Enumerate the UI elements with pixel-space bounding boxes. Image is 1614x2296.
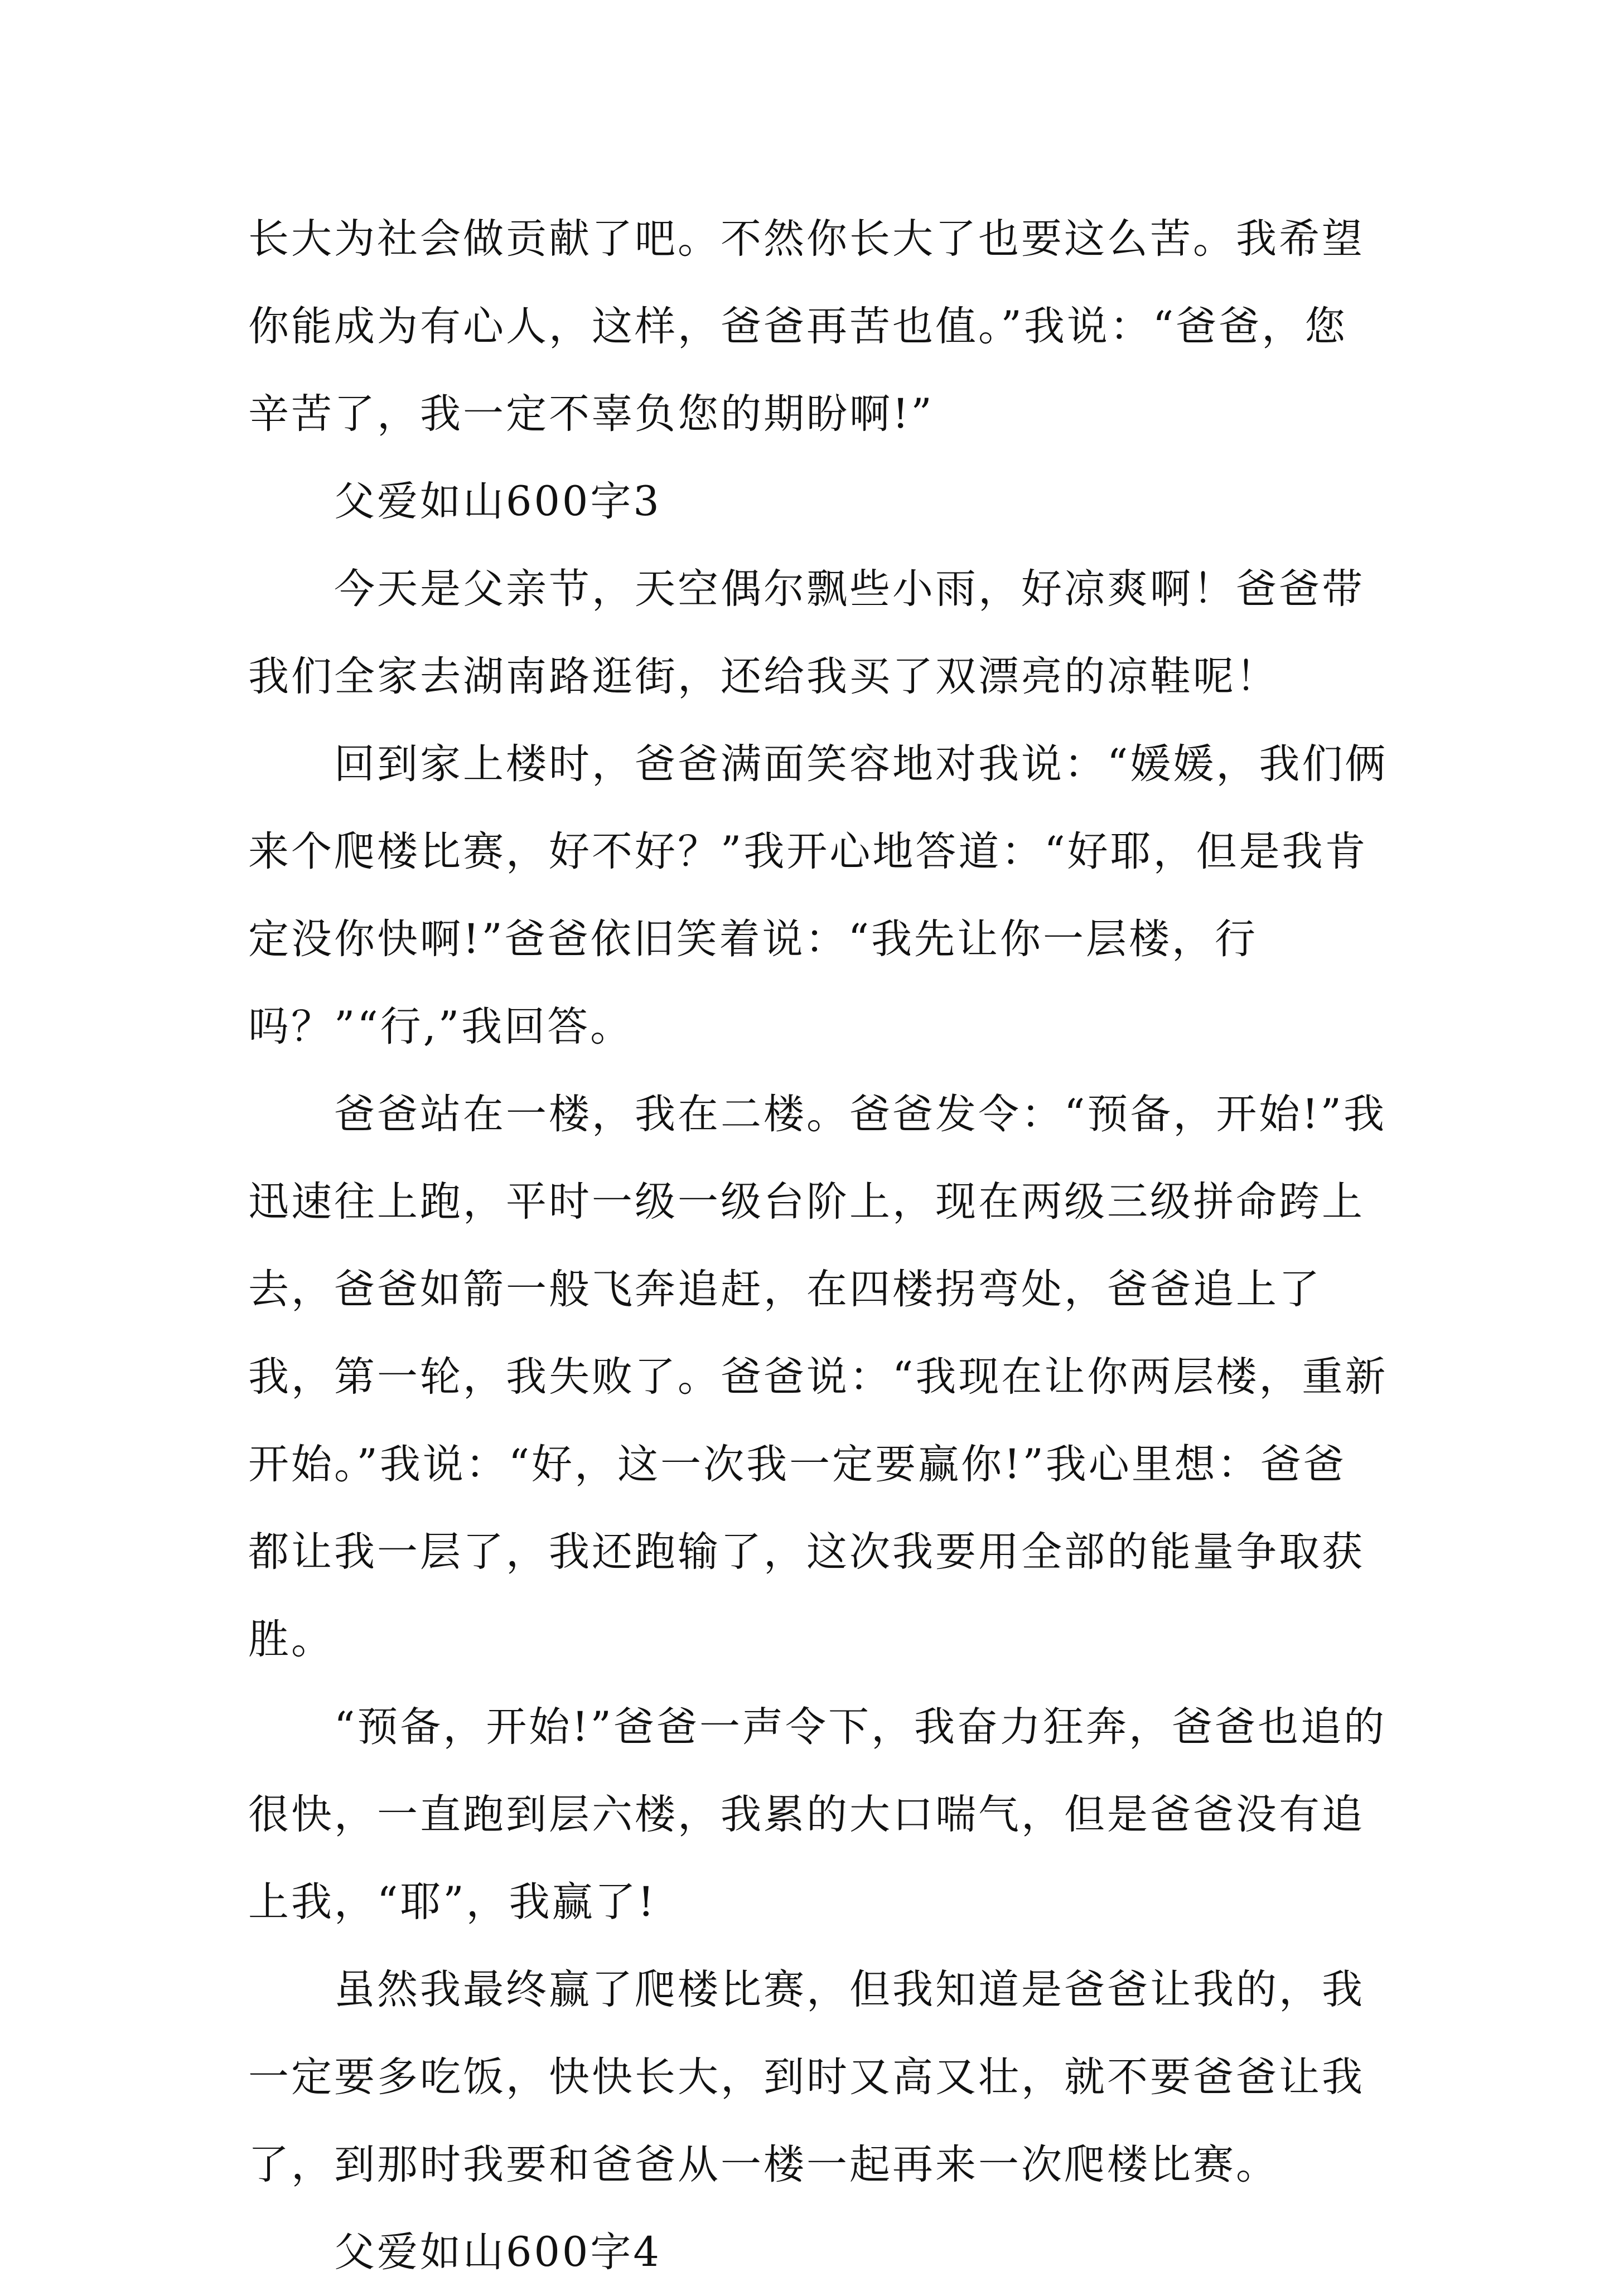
paragraph-continuation: 长大为社会做贡献了吧。不然你长大了也要这么苦。我希望你能成为有心人，这样，爸爸再苦也值。”我说：“爸爸，您辛苦了，我一定不辜负您的期盼啊!” bbox=[248, 215, 1365, 438]
paragraph: 今天是父亲节，天空偶尔飘些小雨，好凉爽啊！爸爸带我们全家去湖南路逛街，还给我买了双漂亮的凉鞋呢！ bbox=[248, 565, 1365, 700]
section-heading-3: 父爱如山600字3 bbox=[334, 478, 661, 525]
section-heading-4: 父爱如山600字4 bbox=[334, 2229, 661, 2276]
paragraph: 爸爸站在一楼，我在二楼。爸爸发令：“预备，开始!”我迅速往上跑，平时一级一级台阶上，现在两级三级拼命跨上去，爸爸如箭一般飞奔追赶，在四楼拐弯处，爸爸追上了我，第一轮，我失败了。爸爸说：“我现在让你两层楼，重新开始。”我说：“好，这一次我一定要赢你!”我心里想：爸爸都让我一层了，我还跑输了，这次我要用全部的能量争取获胜。 bbox=[248, 1091, 1388, 1663]
paragraph: 回到家上楼时，爸爸满面笑容地对我说：“媛媛，我们俩来个爬楼比赛，好不好？”我开心地答道：“好耶，但是我肯定没你快啊!”爸爸依旧笑着说：“我先让你一层楼，行吗？”“行,”我回答。 bbox=[248, 740, 1388, 1050]
document-body bbox=[248, 195, 1389, 2296]
paragraph: 虽然我最终赢了爬楼比赛，但我知道是爸爸让我的，我一定要多吃饭，快快长大，到时又高又壮，就不要爸爸让我了，到那时我要和爸爸从一楼一起再来一次爬楼比赛。 bbox=[248, 1966, 1365, 2188]
paragraph: “预备，开始!”爸爸一声令下，我奋力狂奔，爸爸也追的很快，一直跑到层六楼，我累的大口喘气，但是爸爸没有追上我，“耶”，我赢了! bbox=[248, 1703, 1386, 1926]
